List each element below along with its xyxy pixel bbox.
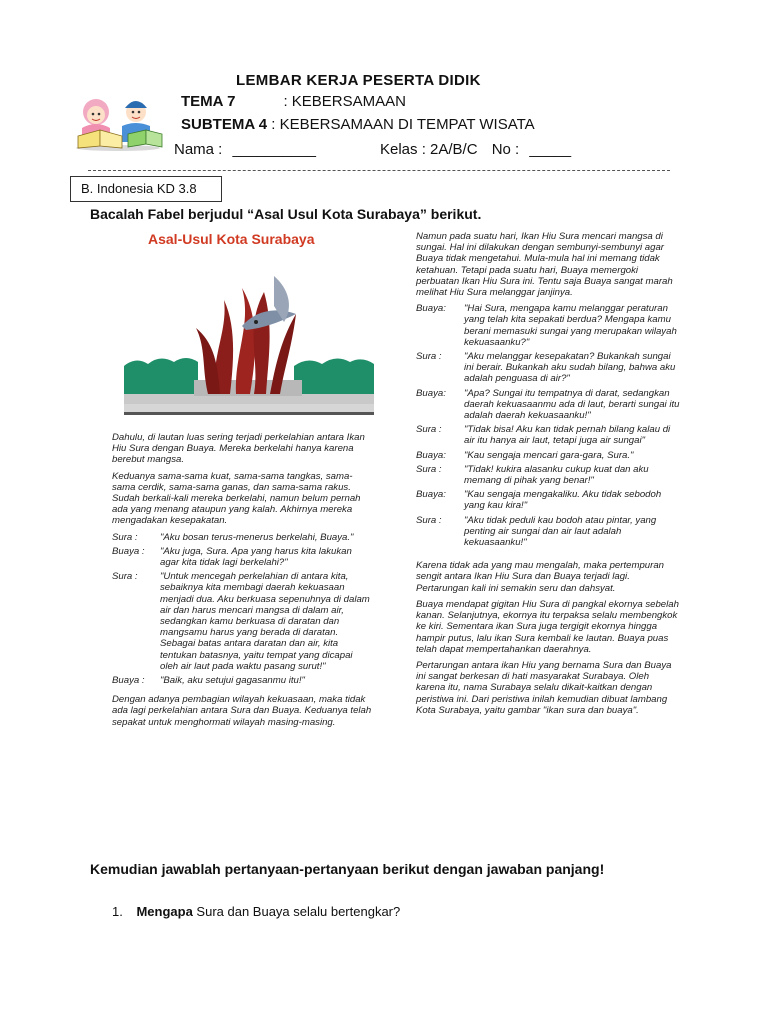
speaker: Sura : xyxy=(416,463,442,475)
dialog-line xyxy=(112,532,372,543)
speaker: Sura : xyxy=(112,531,138,543)
story-right-column xyxy=(416,231,680,721)
dialog-text: "Aku tidak peduli kau bodoh atau pintar, yang penting air sungai dan air laut adalah kekuasaanku!" xyxy=(464,514,657,549)
dialog-line xyxy=(112,571,372,672)
dialog-line xyxy=(416,464,680,486)
subtema-value: : KEBERSAMAAN DI TEMPAT WISATA xyxy=(271,116,535,133)
no-blank[interactable]: _____ xyxy=(529,141,572,158)
dialog-text: "Baik, aku setujui gagasanmu itu!" xyxy=(160,675,305,687)
question-keyword: Mengapa xyxy=(136,904,193,919)
dialog-text: "Apa? Sungai itu tempatnya di darat, sedangkan daerah kekuasaanmu ada di laut, berarti sungai itu adalah daerah kekuasaanku!" xyxy=(464,387,680,422)
kd-box: B. Indonesia KD 3.8 xyxy=(70,176,222,202)
dialog-line xyxy=(416,515,680,549)
speaker: Sura : xyxy=(416,424,442,436)
dialog-line xyxy=(416,388,680,422)
story-left-column xyxy=(112,432,372,733)
dialog-text: "Kau sengaja mencari gara-gara, Sura." xyxy=(464,449,634,461)
story-title: Asal-Usul Kota Surabaya xyxy=(148,231,315,247)
kelas-label: Kelas : 2A/B/C xyxy=(380,141,478,158)
dialog-line xyxy=(416,424,680,446)
worksheet-title: LEMBAR KERJA PESERTA DIDIK xyxy=(236,72,481,89)
dialog-text: "Aku bosan terus-menerus berkelahi, Buaya." xyxy=(160,531,354,543)
paragraph: Buaya mendapat gigitan Hiu Sura di pangkal ekornya sebelah kanan. Selanjutnya, ekornya itu terpaksa selalu membengkok ke kiri. Sementara ikan Sura juga tergigit ekornya hingga hampir putus, lalu ikan Sura kembali ke lautan. Buaya puas telah dapat mempertahankan daerahnya. xyxy=(416,598,679,655)
surabaya-monument-illustration xyxy=(124,262,374,416)
speaker: Buaya: xyxy=(416,489,446,501)
children-reading-logo xyxy=(70,90,168,152)
dialog-line xyxy=(416,489,680,511)
speaker: Buaya : xyxy=(112,675,145,687)
nama-label: Nama : xyxy=(174,141,223,158)
speaker: Buaya: xyxy=(416,387,446,399)
dialog-text: "Aku melanggar kesepakatan? Bukankah sungai ini berair. Bukankah aku sudah bilang, bahwa aku adalah penguasa di air?" xyxy=(464,351,676,385)
no-label: No : xyxy=(491,141,520,158)
dialog-text: "Tidak! kukira alasanku cukup kuat dan aku memang di pihak yang benar!" xyxy=(464,463,649,487)
dialog-line xyxy=(416,450,680,461)
tema-label: TEMA 7 xyxy=(181,93,236,110)
speaker: Buaya: xyxy=(416,303,446,315)
reading-instruction: Bacalah Fabel berjudul “Asal Usul Kota Surabaya” berikut. xyxy=(90,206,482,222)
speaker: Sura : xyxy=(416,351,442,363)
question-instruction: Kemudian jawablah pertanyaan-pertanyaan berikut dengan jawaban panjang! xyxy=(90,861,605,877)
paragraph: Pertarungan antara ikan Hiu yang bernama Sura dan Buaya ini sangat berkesan di hati masyarakat Surabaya. Oleh karena itu, nama Surabaya selalu dikait-kaitkan dengan peristiwa ini. Dari peristiwa inilah kemudian dibuat lambang Kota Surabaya, yaitu gambar "ikan sura dan buaya". xyxy=(416,659,672,716)
question-number: 1. xyxy=(112,904,123,919)
dialog-text: "Aku juga, Sura. Apa yang harus kita lakukan agar kita tidak lagi berkelahi?" xyxy=(160,545,352,569)
speaker: Buaya: xyxy=(416,449,446,461)
dialog-line xyxy=(416,303,680,348)
speaker: Buaya : xyxy=(112,545,145,557)
subtema-row xyxy=(181,116,535,133)
dialog-text: "Untuk mencegah perkelahian di antara kita, sebaiknya kita membagi daerah kekuasaan menjadi dua. Aku berkuasa sepenuhnya di dalam air dan harus mencari mangsa di dalam air, sedangkan kamu berkuasa di daratan dan mangsamu harus yang berada di daratan. Sebagai batas antara daratan dan air, kita tentukan batasnya, yaitu tempat yang dicapai oleh air laut pada waktu pasang surut!" xyxy=(160,571,370,672)
subtema-label: SUBTEMA 4 xyxy=(181,116,268,133)
paragraph: Namun pada suatu hari, Ikan Hiu Sura mencari mangsa di sungai. Hal ini dilakukan dengan sembunyi-sembunyi agar Buaya tidak mengetahui. Mula-mula hal ini memang tidak ketahuan. Tetapi pada suatu hari, Buaya memergoki perbuatan Ikan Hiu Sura ini. Tentu saja Buaya sangat marah melihat Hiu Sura melanggar janjinya. xyxy=(416,231,673,299)
nama-blank[interactable]: __________ xyxy=(232,141,316,158)
tema-row xyxy=(181,93,406,110)
separator-line xyxy=(88,170,670,171)
question-1 xyxy=(112,904,400,919)
paragraph: Dahulu, di lautan luas sering terjadi perkelahian antara Ikan Hiu Sura dengan Buaya. Mereka berkelahi hanya karena berebut mangsa. xyxy=(112,432,365,466)
dialog-line xyxy=(112,675,372,686)
paragraph: Keduanya sama-sama kuat, sama-sama tangkas, sama-sama cerdik, sama-sama ganas, dan sama-sama rakus. Sudah berkali-kali mereka berkelahi, namun belum pernah ada yang menang ataupun yang kalah. Akhirnya mereka mengadakan kesepakatan. xyxy=(112,470,361,527)
dialog-text: "Kau sengaja mengakaliku. Aku tidak sebodoh yang kau kira!" xyxy=(464,489,662,512)
dialog-line xyxy=(112,546,372,568)
dialog-line xyxy=(416,351,680,385)
dialog-text: "Hai Sura, mengapa kamu melanggar peraturan yang telah kita sepakati berdua? Mengapa kamu berani memasuki sungai yang merupakan wilayah kekuasaanku?" xyxy=(464,303,677,348)
nama-row xyxy=(174,141,316,158)
speaker: Sura : xyxy=(416,514,442,526)
dialog-text: "Tidak bisa! Aku kan tidak pernah bilang kalau di air itu hanya air laut, tetapi juga air sungai" xyxy=(464,424,671,447)
kelas-row xyxy=(380,141,571,158)
paragraph: Karena tidak ada yang mau mengalah, maka pertempuran sengit antara Ikan Hiu Sura dan Buaya terjadi lagi. Pertarungan kali ini semakin seru dan dahsyat. xyxy=(416,560,664,594)
paragraph: Dengan adanya pembagian wilayah kekuasaan, maka tidak ada lagi perkelahian antara Sura dan Buaya. Keduanya telah sepakat untuk menghormati wilayah masing-masing. xyxy=(112,694,372,728)
tema-value: : KEBERSAMAAN xyxy=(283,93,406,110)
speaker: Sura : xyxy=(112,571,138,583)
question-text: Sura dan Buaya selalu bertengkar? xyxy=(192,904,401,919)
